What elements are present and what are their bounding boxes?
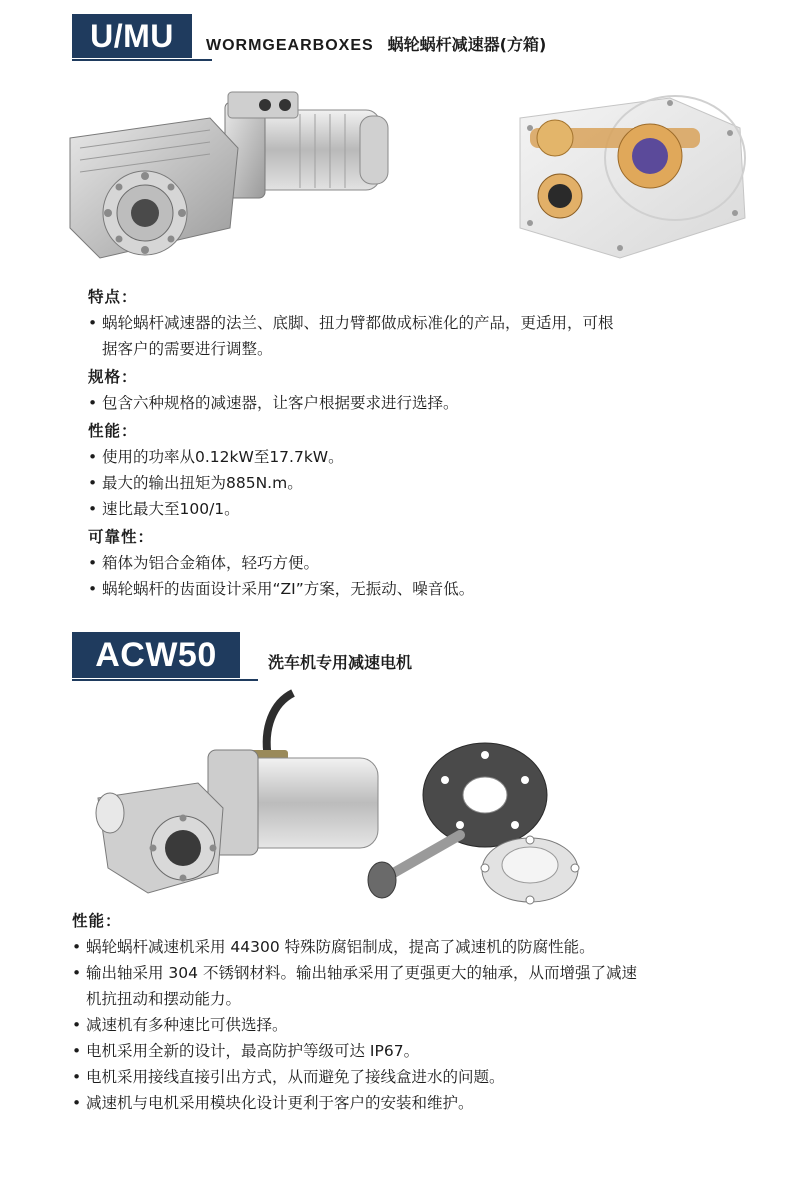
section1-title [206, 32, 546, 55]
acw-performance-item: • 减速机有多种速比可供选择。 [72, 1012, 638, 1038]
performance-item: • 使用的功率从0.12kW至17.7kW。 [88, 444, 628, 470]
section2-badge-label: ACW50 [95, 635, 217, 674]
section2-title [268, 650, 412, 673]
section1-badge-label: U/MU [90, 17, 174, 54]
acw-performance-item: • 电机采用全新的设计，最高防护等级可达 IP67。 [72, 1038, 638, 1064]
section2-underline [72, 679, 258, 681]
performance-item: • 速比最大至100/1。 [88, 496, 628, 522]
acw-performance-item: • 蜗轮蜗杆减速机采用 44300 特殊防腐铝制成，提高了减速机的防腐性能。 [72, 934, 638, 960]
section1-feature-list [88, 282, 628, 602]
performance-item: • 最大的输出扭矩为885N.m。 [88, 470, 628, 496]
section1-title-cn: 蜗轮蜗杆减速器(方箱) [387, 35, 547, 54]
reliability-item: • 蜗轮蜗杆的齿面设计采用“ZI”方案，无振动、噪音低。 [88, 576, 628, 602]
acw-performance-item: • 减速机与电机采用模块化设计更利于客户的安装和维护。 [72, 1090, 638, 1116]
spec-item: • 包含六种规格的减速器，让客户根据要求进行选择。 [88, 390, 628, 416]
acw-performance-item: • 电机采用接线直接引出方式，从而避免了接线盒进水的问题。 [72, 1064, 638, 1090]
feature-item: • 蜗轮蜗杆减速器的法兰、底脚、扭力臂都做成标准化的产品，更适用，可根据客户的需要进行调整。 [88, 310, 628, 362]
reliability-heading: 可靠性： [88, 528, 155, 546]
section1-underline [72, 59, 212, 61]
flange-parts-photo [350, 740, 600, 915]
wormgearbox-photo [60, 88, 400, 268]
section1-title-en: WORMGEARBOXES [206, 37, 374, 54]
specs-heading: 规格： [88, 368, 138, 386]
section1-badge [72, 14, 192, 58]
performance-heading: 性能： [88, 422, 138, 440]
section2-feature-list [72, 906, 638, 1116]
features-heading: 特点： [88, 288, 138, 306]
section2-badge [72, 632, 240, 678]
reliability-item: • 箱体为铝合金箱体，轻巧方便。 [88, 550, 628, 576]
gearbox-cutaway-photo [500, 88, 760, 263]
car-wash-motor-photo [88, 688, 388, 898]
section2-title-cn: 洗车机专用减速电机 [268, 653, 413, 672]
acw-performance-heading: 性能： [72, 912, 122, 930]
acw-performance-item: • 输出轴采用 304 不锈钢材料。输出轴承采用了更强更大的轴承，从而增强了减速机抗扭动和摆动能力。 [72, 960, 638, 1012]
